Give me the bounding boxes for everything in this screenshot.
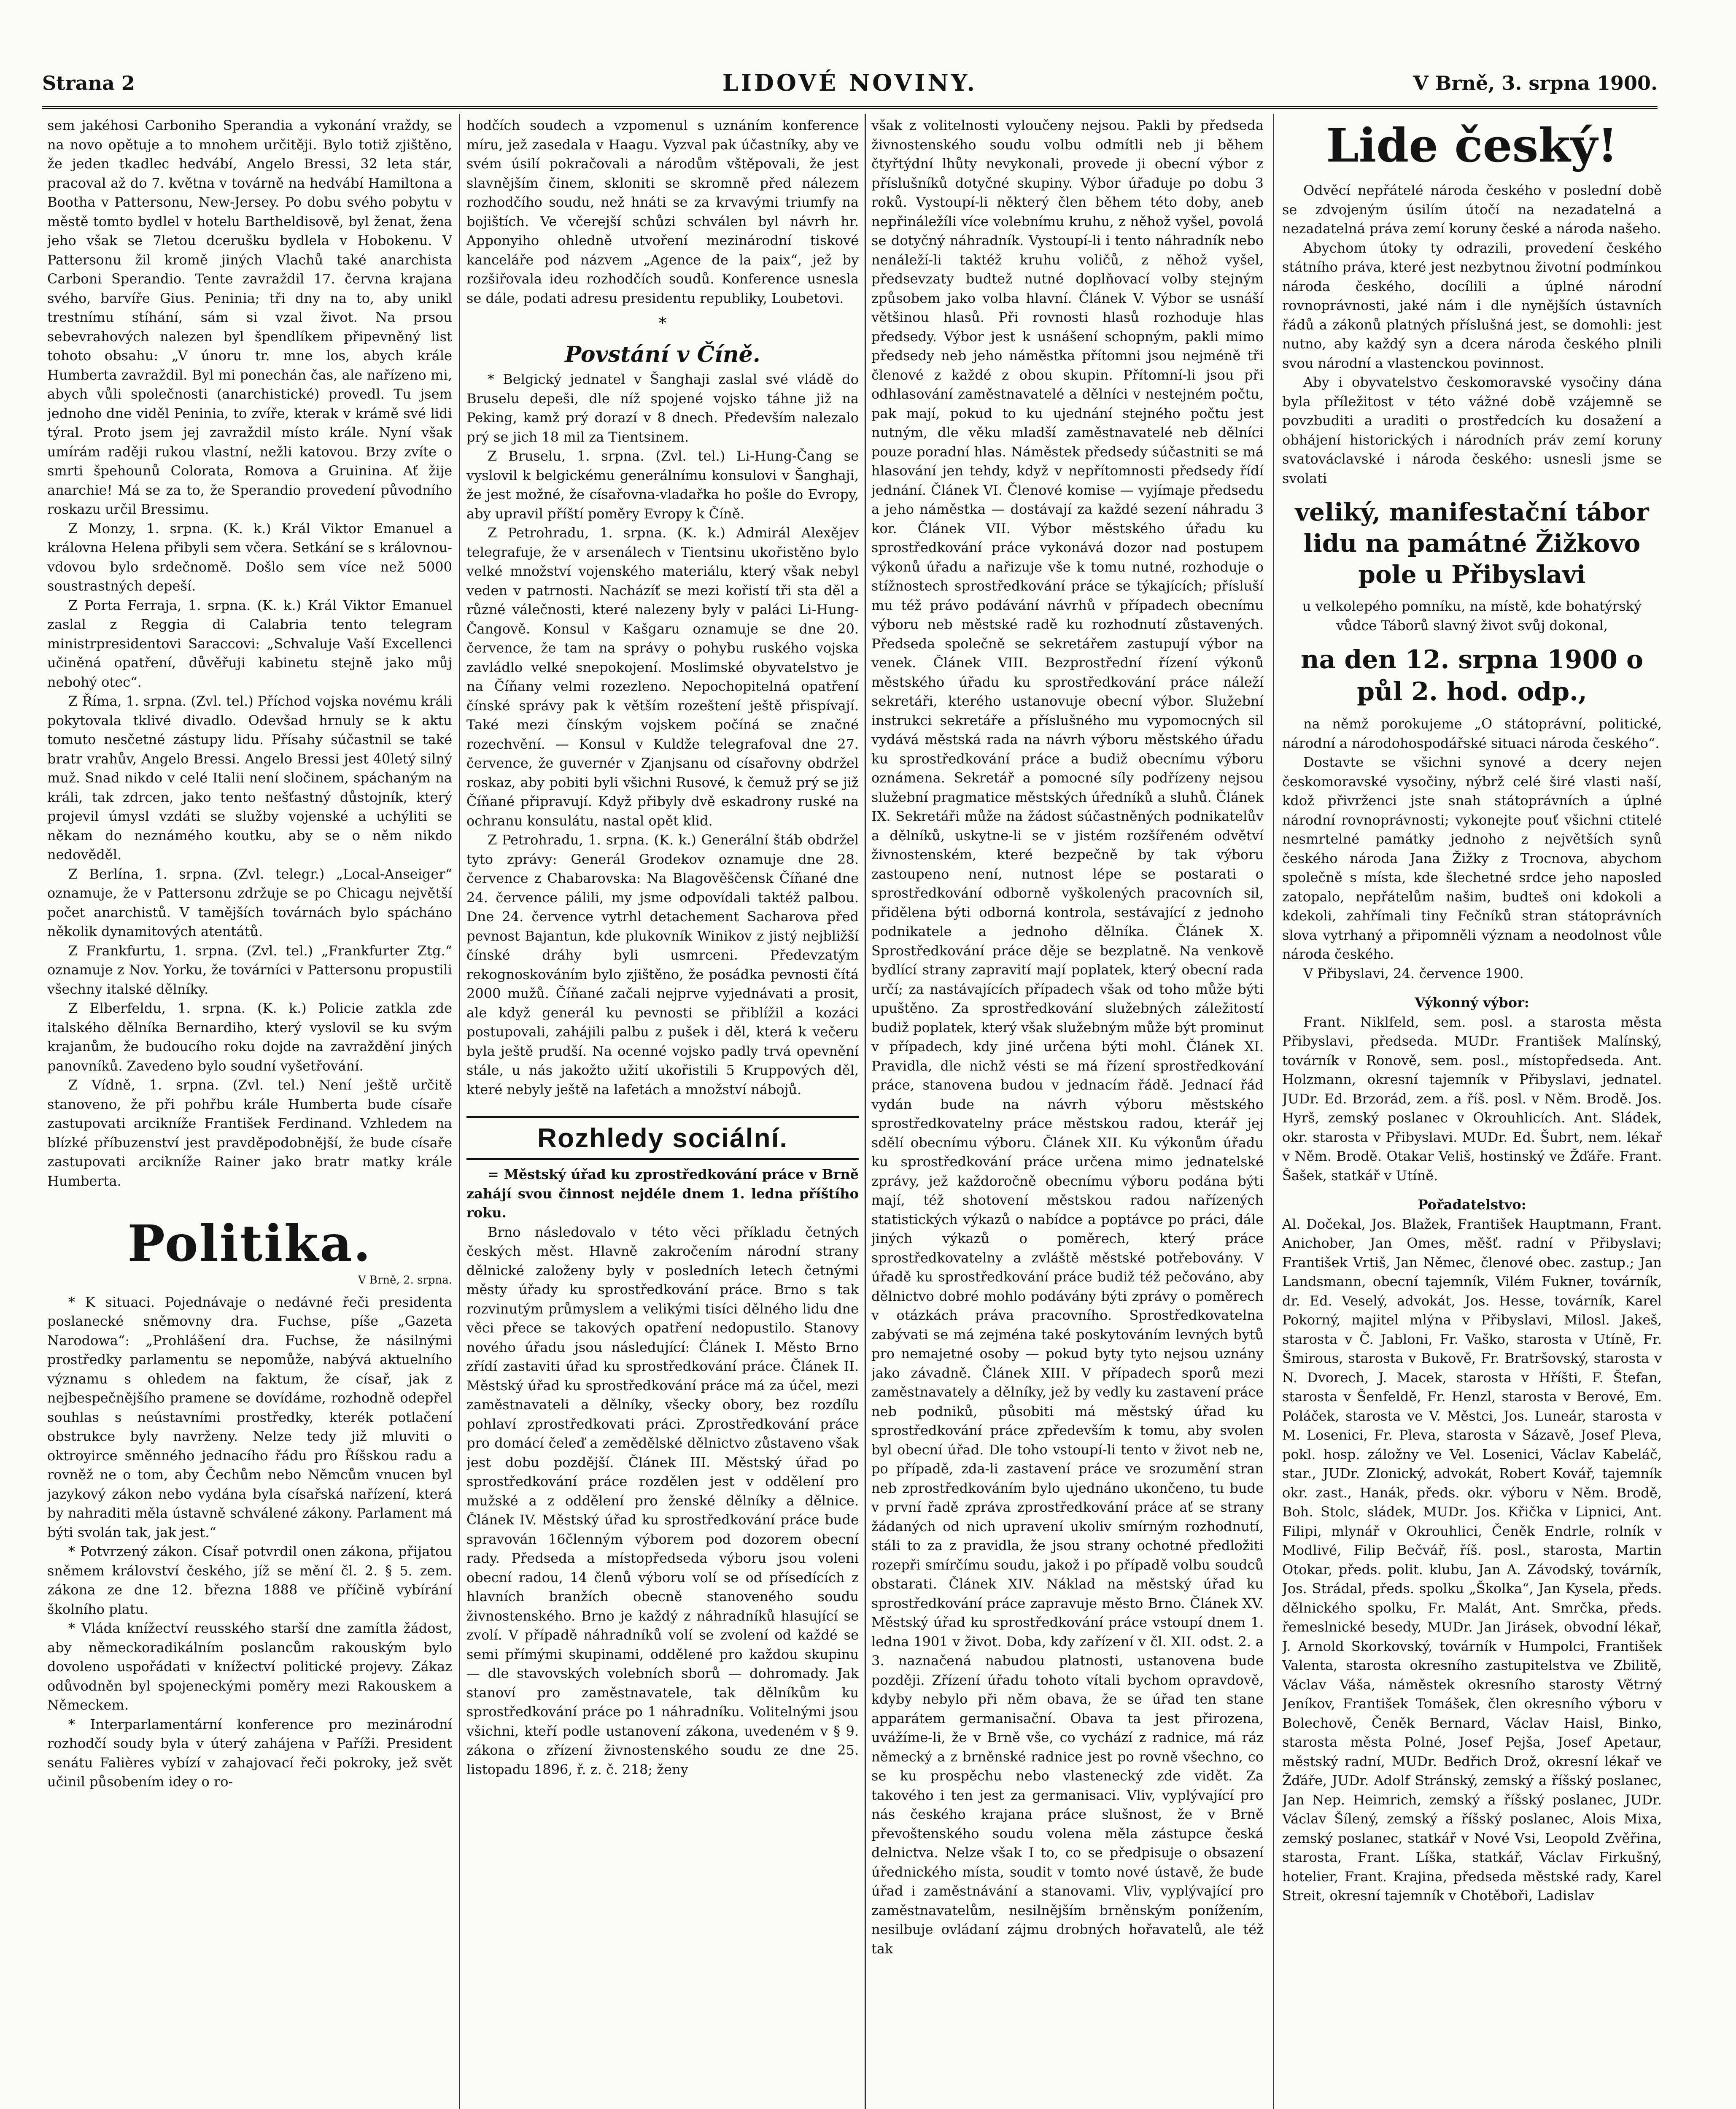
newspaper-title: LIDOVÉ NOVINY. <box>722 69 978 96</box>
organizers-heading: Pořadatelstvo: <box>1418 1197 1526 1213</box>
column-3 <box>871 116 1264 2109</box>
politika-dateline: V Brně, 2. srpna. <box>358 1274 452 1286</box>
page-header <box>42 63 1658 101</box>
article-paragraph: * Potvrzený zákon. Císař potvrdil onen zákona, přijatou sněmem království českého, jíž se mění čl. 2. § 5. zem. zákona ze dne 12. března 1888 ve příčině vybírání školního platu. <box>47 1543 452 1617</box>
article-paragraph: Odvěcí nepřátelé národa českého v poslední době se zdvojeným úsilím útočí na nezadatelná a nezadatelná práva zemí koruny české a národa našeho. <box>1282 182 1662 237</box>
column-divider <box>1273 114 1274 2109</box>
page-number: Strana 2 <box>42 72 135 94</box>
cina-heading: Povstání v Číně. <box>565 341 760 367</box>
article-paragraph: Z Berlína, 1. srpna. (Zvl. telegr.) „Local-Anseiger“ oznamuje, že v Pattersonu zdržuje se po Chicagu největší počet anarchistů. V tamějších továrnách bylo spácháno několik dynamitových atentátů. <box>47 866 452 939</box>
column-1 <box>47 116 452 2109</box>
article-paragraph: Z Bruselu, 1. srpna. (Zvl. tel.) Li-Hung-Čang se vyslovil k belgickému generálnímu konsulovi v Šanghaji, že jest možné, že císařovna-vladařka ho pošle do Evropy, aby upravil příští poměry Evropy k Číně. <box>466 448 859 522</box>
proclamation-title: Lide český! <box>1326 118 1618 173</box>
committee-members: Frant. Niklfeld, sem. posl. a starosta města Přibyslavi, předseda. MUDr. František Malínský, továrník v Ronově, sem. posl., místopředseda. Ant. Holzmann, okresní tajemník v Přibyslavi, jednatel. JUDr. Ed. Brzorád, zem. a říš. posl. v Něm. Brodě. Jos. Hyrš, zemský poslanec v Okrouhlicích. Ant. Sládek, okr. starosta v Přibyslavi. MUDr. Ed. Šubrt, nem. lékař v Něm. Brodě. Otakar Veliš, hostinský ve Žďáře. Frant. Šašek, statkář v Utíně. <box>1282 1014 1662 1184</box>
article-paragraph: Z Petrohradu, 1. srpna. (K. k.) Admirál Alexějev telegrafuje, že v arsenálech v Tientsinu ukořistěno bylo velké množství vojenského materiálu, který však nebyl veden v patrnosti. Nacházíť se mezi kořistí tři sta děl a různé válečnosti, které nalezeny byly v paláci Li-Hung-Čangově. Konsul v Kašgaru oznamuje se dne 20. července, že tam na správy o pohybu ruského vojska zavládlo velké snepokojení. Moslimské obyvatelstvo je na Číňany velmi rozezleno. Nepochopitelná opatření čínské správy pak k větším rozeštení ještě přispívají. Také mezi čínským vojskem počíná se značné rozechvění. — Konsul v Kuldže telegrafoval dne 27. července, že guvernér v Zjanjsanu od císařovny obdržel roskaz, aby pobiti byli všichni Rusové, k čemuž prý se již Číňané připravují. Když přibyly dvě eskadrony ruské na ochranu konsulátu, nastal opět klid. <box>466 525 859 829</box>
article-paragraph: V Přibyslavi, 24. července 1900. <box>1303 965 1524 982</box>
column-2 <box>466 116 859 2109</box>
article-paragraph: * Belgický jednatel v Šanghaji zaslal své vládě do Bruselu depeši, dle níž spojené vojsko táhne již na Peking, kamž prý dorazí v 8 dnech. Především nalezalo prý se jich 18 mil za Tientsinem. <box>466 371 859 445</box>
article-paragraph: * K situaci. Pojednávaje o nedávné řeči presidenta poslanecké sněmovny dra. Fuchse, píše „Gazeta Narodowa“: „Prohlášení dra. Fuchse, že násilnými prostředky parlamentu se nepomůže, nabývá aktuelního významu s ohledem na faktum, že císař, jak z nejbespečnějšího pramene se dovídáme, rozhodně odepřel souhlas s neústavními prostředky, kterék potlačení obstrukce byly navrženy. Nelze tedy již mluviti o oktroyirce směnného jednacího řádu pro Říšskou radu a rovněž ne o tom, aby Čechům nebo Němcům vnucen byl jazykový zákon nebo vydána byla císařská nařízení, která by nahraditi měla ústavně schválené zákony. Parlament má býti svolán tak, jak jest.“ <box>47 1294 452 1540</box>
star-separator: * <box>658 314 667 332</box>
issue-date: V Brně, 3. srpna 1900. <box>1413 72 1658 94</box>
article-paragraph: na němž porokujeme „O státoprávní, politické, národní a národohospodářské situaci národa českého“. <box>1282 716 1662 751</box>
article-paragraph: Abychom útoky ty odrazili, provedení českého státního práva, které jest nezbytnou životní podmínkou národa českého, docílili a úplné národní rovnoprávnosti, jaké nám i dle nynějších ústavních řádů a zákonů platných příslušná jest, se domohli: jest nutno, aby každý syn a dcera národa českého plnili svou národní a vlastenckou povinnost. <box>1282 240 1662 371</box>
article-paragraph: Aby i obyvatelstvo českomoravské vysočiny dána byla příležitost v této vážné době vzájemně se povzbuditi a uraditi o prostředcích ku dosažení a obhájení historických i národních práv zemí koruny svatováclavské i národa českého: usnesli jsme se svolati <box>1282 374 1662 486</box>
organizers-list: Al. Dočekal, Jos. Blažek, František Hauptmann, Frant. Anichober, Jan Omes, měšť. radní v Přibyslavi; František Vrtiš, Jan Němec, členové obec. zastup.; Jan Landsmann, obecní tajemník, Vilém Fukner, továrník, dr. Ed. Veselý, advokát, Jos. Hesse, továrník, Karel Pokorný, majitel mlýna v Přibyslavi, Milosl. Jakeš, starosta v Č. Jabloni, Fr. Vaško, starosta v Utíně, Fr. Šmirous, starosta v Bukově, Fr. Bratršovský, starosta v N. Dvorech, J. Macek, starosta v Hříšti, F. Štefan, starosta v Šenfeldě, Fr. Henzl, starosta v Berové, Em. Poláček, starosta ve V. Městci, Jos. Luneár, starosta v M. Losenici, Fr. Pleva, starosta v Sázavě, Josef Pleva, pokl. hosp. záložny ve Vel. Losenici, Václav Kabeláč, star., JUDr. Zlonický, advokát, Robert Kovář, tajemník okr. zast., Hanák, předs. okr. výboru v Něm. Brodě, Boh. Stolc, sládek, MUDr. Jos. Křička v Lipnici, Ant. Filipi, mlynář v Okrouhlici, Čeněk Endrle, rolník v Modlivé, Filip Bečvář, říš. posl., starosta, Martin Otokar, předs. polit. klubu, Jan A. Závodský, továrník, Jos. Strádal, předs. spolku „Školka“, Jan Kysela, předs. dělnického spolku, Fr. Malát, Ant. Smrčka, předs. řemeslnické besedy, MUDr. Jan Jirásek, obvodní lékař, J. Arnold Skorkovský, továrník v Humpolci, František Valenta, starosta okresního zastupitelstva ve Zbilitě, Václav Váša, náměstek okresního starosty Větrný Jeníkov, František Tomášek, člen okresního výboru v Bolechově, Čeněk Bernard, Václav Haisl, Binko, starosta města Polné, Josef Pejša, Josef Apetaur, městský radní, MUDr. Bedřich Drož, okresní lékař ve Žďáře, JUDr. Adolf Stránský, zemský a říšský poslanec, Jan Nep. Heimrich, zemský a říšský poslanec, JUDr. Václav Šílený, zemský a říšský poslanec, Alois Mixa, zemský poslanec, statkář v Nové Vsi, Leopold Zvěřina, starosta, Frant. Líška, statkář, Václav Firkušný, hotelier, Frant. Krajina, předseda městské rady, Karel Streit, okresní tajemník v Chotěboři, Ladislav <box>1282 1216 1662 1904</box>
article-paragraph: Z Monzy, 1. srpna. (K. k.) Král Viktor Emanuel a královna Helena přibyli sem včera. Setkání se s královnou-vdovou bylo srdečnomě. Došlo sem více než 5000 soustrastných depeší. <box>47 520 452 594</box>
committee-heading: Výkonný výbor: <box>1415 995 1529 1011</box>
article-paragraph: Z Elberfeldu, 1. srpna. (K. k.) Policie zatkla zde italského dělníka Bernardiho, který vyslovil se ku svým krajanům, že budoucího roku dojde na zavraždění jiných panovníků. Zavedeno bylo soudní vyšetřování. <box>47 1000 452 1074</box>
column-divider <box>459 114 460 2109</box>
article-paragraph: Z Petrohradu, 1. srpna. (K. k.) Generální štáb obdržel tyto zprávy: Generál Grodekov oznamuje dne 28. července z Chabarovska: Na Blagověščensk Číňané dne 24. července pálili, my jsme odpovídali taktéž palbou. Dne 24. července vytrhl detachement Sacharova před pevnost Bajantun, kde plukovník Winikov z jistý nejbližší čínské dráhy byli usmrceni. Předevzatým rekognoskováním bylo zjištěno, že posádka pevnosti čítá 2000 mužů. Číňané začali nejprve vyjednávati a prosit, ale když generál ku pevnosti se přiblížil a kozáci postupovali, zahájili palbu z pušek i děl, která k večeru byla ještě prudší. Na ocenné vojsko padly trvá opevnění stále, u nás jakožto užití ukořistili 5 Kruppových děl, které nebyly ještě na lafetách a množství nábojů. <box>466 832 859 1098</box>
article-paragraph: Z Porta Ferraja, 1. srpna. (K. k.) Král Viktor Emanuel zaslal z Reggia di Calabria tento telegram ministrpresidentovi Saraccovi: „Schvaluje Vaší Excellenci učiněná opatření, důvěřuji kabinetu stejně jako můj nebohý otec“. <box>47 597 452 690</box>
social-subtitle: = Městský úřad ku zprostředkování práce v Brně zahájí svou činnost nejdéle dnem 1. ledna příštího roku. <box>466 1166 859 1221</box>
article-paragraph: Z Říma, 1. srpna. (Zvl. tel.) Příchod vojska novému králi pokytovala tklivé divadlo. Odevšad hrnuly se k aktu tomuto nesčetné zástupy lidu. Přísahy súčastnil se také bratr vrahův, Angelo Bressi. Angelo Bressi jest 40letý silný muž. Snad nikdo v celé Italii není sločinem, spáchaným na králi, tak zdrcen, jako tento nešťastný důstojník, který projevil úmysl vzdáti se služby vojenské a uchýliti se někam do neznámého koutku, aby se o něm nikdo nedověděl. <box>47 693 452 863</box>
rally-date: na den 12. srpna 1900 o půl 2. hod. odp., <box>1301 645 1643 707</box>
article-paragraph: však z volitelnosti vyloučeny nejsou. Pakli by předseda živnostenského soudu volbu odmítli neb ji během čtyřtýdní lhůty nevykonali, provede ji obecní výbor z příslušníků dotyčné skupiny. Výbor úřaduje po dobu 3 roků. Vystoupí-li některý člen během této doby, aneb nepřináležíli více volebnímu kruhu, z něhož vyšel, povolá se dotyčný náhradník. Vystoupí-li i tento náhradník nebo nenáleží-li taktéž kruhu voličů, z něhož vyšel, předsevzaty budtež nutné doplňovací volby stejným způsobem jako volba hlavní. Článek V. Výbor se usnáší většinou hlasů. Při rovnosti hlasů rozhoduje hlas předsedy. Výbor jest k usnášení schopným, pakli mimo předsedy neb jeho náměstka přítomni jsou nejméně tři členové z každé z obou skupin. Přítomní-li jsou při odhlasování zaměstnavatelé a dělníci v nestejném počtu, pak mají, pokud to ku ujednání stejného počtu jest nutným, dle věku mladší zaměstnavatelé neb dělníci pouze poradní hlas. Náměstek předsedy súčastniti se má hlasování jen tehdy, když v nepřítomnosti předsedy řídí jednání. Článek VI. Členové komise — vyjímaje předsedu a jeho náměstka — dostávají za každé sezení náhradu 3 kor. Článek VII. Výbor městského úřadu ku sprostředkování práce vykonává dozor nad postupem výkonů úřadu a nařizuje vše k tomu nutné, rozhoduje o stížnostech sprostředkování práce se týkajících; přísluší mu též právo podávání návrhů v případech obecnímu výboru neb městské radě ku rozhodnutí zůstavených. Předseda společně se sekretářem zastupují výbor na venek. Článek VIII. Bezprostřední řízení výkonů městského úřadu ku sprostředkování práce náleží sekretáři, kterého ustanovuje obecní výbor. Služební instrukci sekretáře a příslušného mu vypomocných sil vydává městská rada na návrh výboru městského úřadu ku sprostředkování práce a budiž obecnímu výboru oznámena. Sekretář a pomocné síly podřízeny nejsou služební pragmatice městských úředníků a sluhů. Článek IX. Sekretáři může na žádost súčastněných podnikatelův a dělníků, uskytne-li se v jistém rozšířeném odvětví živnostenském, které bezpečně by tak výboru zastoupeno není, nutnost lépe se postarati o sprostředkování odborně vyškolených pracovních sil, přidělena býti odborná kontrola, sestávající z jednoho podnikatele a jednoho dělníka. Článek X. Sprostředkování práce děje se bezplatně. Na venkově bydlící strany zapravití mají poplatek, který obecní rada určí; za nastávajících případech však od toho může býti upuštěno. Za sprostředkování služebných záležitostí budiž poplatek, který však služebným může být prominut v případech, kdy jiné určena býti mohl. Článek XI. Pravidla, dle nichž vésti se má řízení sprostředkování práce, stanovena budou v jednacím řádě. Jednací řád vydán bude na návrh výboru městského sprostředkovatelny práce městskou radou, kterář jej sdělí obecnímu výboru. Článek XII. Ku výkonům úřadu ku sprostředkování práce určena mimo jednatelské zprávy, jež každoročně obecnímu výboru podána býti mají, též shotovení městskou radou nařízených statistických výkazů o nabídce a poptávce po práci, dále jiných výkazů o poměrech, který práce sprostředkovatelny a zvláště městské potřebovány. V úřadě ku sprostředkování práce budiž též pečováno, aby dělnictvo dobré mohlo podávány býti zprávy o poměrech v otázkách práva pracovního. Sprostředkovatelna zabývati se má zejména také poskytováním levných bytů pro nemajetné osoby — pokud byty tyto nejsou uznány jako závadně. Článek XIII. V případech sporů mezi zaměstnavately a dělníky, jež by vedly ku zastavení práce neb podniků, působiti má městský úřad ku sprostředkování práce zpředevším k tomu, aby svolen byl obecní úřad. Dle toho vstoupí-li tento v život neb ne, po případě, zda-li zastavení práce ve srozumění stran neb zprostředkováním bylo ujednáno ukončeno, tu bude v první řadě zpráva zprostředkování práce ať se strany žádaných od nich upravení ukoliv smírným rozhodnutí, stáli to za z pravidla, že jsou strany ochotné předložiti rozepři smírčímu soudu, jakož i po případě volbu soudců obstarati. Článek XIV. Náklad na městský úřad ku sprostředkování práce zapravuje město Brno. Článek XV. Městský úřad ku sprostředkování práce vstoupí dnem 1. ledna 1901 v život. Doba, kdy zařízení v čl. XII. odst. 2. a 3. naznačená nabudou platnosti, ustanovena bude později. Zřízení úřadu tohoto vítali bychom opravdově, kdyby nebylo při něm obava, že se úřad ten stane apparátem germanisační. Obava ta jest přirozena, uvážíme-li, že v Brně vše, co vychází z radnice, má ráz německý a z brněnské radnice jest po rovně všechno, co se ku prospěchu nebo vlastenecký zde vidět. Za takového i ten jest za germanisaci. Vliv, vyplývající pro nás českého krajana práce slušnost, že v Brně převoštenského soudu volena měla zástupce česká delnictva. Nelze však I to, co se předpisuje o obsazení úřednického místa, soudit v tomto nové ústavě, že bude úřad i zaměstnávání a stanovami. Vliv, vyplývající pro zaměstnavatelům, nesilnějším brněnským ponížením, nesilbuje ovládaní zájmu drobných hořavatelů, ale též tak <box>871 117 1264 1957</box>
column-divider <box>865 114 866 2109</box>
article-paragraph: Dostavte se všichni synové a dcery nejen českomoravské vysočiny, nýbrž celé širé vlasti naší, kdož přivrženci jste snah státoprávních a úplné národní rovnoprávnosti; vykonejte pouť všichni ctitelé nesmrtelné památky jednoho z největších synů českého národa Jana Žižky z Trocnova, abychom společně s místa, kde šlechetné srdce jeho naposled zatopalo, nepřátelům našim, budteš oni kdokoli a kdekoli, zahřímali tiny Fečníků stran státoprávních slova vytrhaný a připomněli význam a neodolnost vůle národa českého. <box>1282 754 1662 962</box>
politika-heading: Politika. <box>127 1214 372 1273</box>
social-heading: Rozhledy sociální. <box>466 1116 859 1160</box>
article-paragraph: Z Frankfurtu, 1. srpna. (Zvl. tel.) „Frankfurter Ztg.“ oznamuje z Nov. Yorku, že továrníci v Pattersonu propustili všechny italské dělníky. <box>47 942 452 997</box>
article-paragraph: * Vláda knížectví reusského starší dne zamítla žádost, aby německoradikálním poslancům rakouským bylo dovoleno uspořádati v knížectví politické projevy. Zákaz odůvodněn byl spojeneckými poměry mezi Rakouskem a Německem. <box>47 1620 452 1713</box>
article-paragraph: Brno následovalo v této věci příkladu četných českých měst. Hlavně zakročením národní strany dělnické založeny byly v posledních letech četnými městy úřady ku sprostředkování práce. Brno s tak rozvinutým průmyslem a velikými tisíci dělného lidu dne věci přece se takových opatření nedopustilo. Stanovy nového úřadu jsou následující: Článek I. Město Brno zřídí zastaviti úřad ku sprostředkování práce. Článek II. Městský úřad ku sprostředkování práce má za účel, mezi zaměstnavateli a dělníky, všecky obory, bez rozdílu pohlaví zprostředkovati práci. Zprostředkování práce pro domácí čeleď a zemědělské dělnictvo zůstaveno však jest dobu pozdější. Článek III. Městský úřad po sprostředkování práce rozdělen jest v oddělení pro mužské a z oddělení pro ženské dělníky a dělnice. Článek IV. Městský úřad ku sprostředkování práce bude spravován 16členným výborem pod dozorem obecní rady. Předseda a místopředseda výboru jsou voleni obecní radou, 14 členů výboru volí se od přísedících z hlavních branžích obecně stanoveného soudu živnostenského. Brno je každý z náhradníků hlasující se zvolí. V případě náhradníků volí se zvolení od každé se semi přímými skupinami, oddělené pro každou skupinu — dle stavovských volebních sborů — dohromady. Jak stanoví pro zaměstnavatele, tak dělníkům ku sprostředkování práce po 1 náhradníku. Volitelnými jsou všichni, kteří podle ustanovení zákona, uvedeném v § 9. zákona o zřízení živnostenského soudu ze dne 25. listopadu 1896, ř. z. č. 218; ženy <box>466 1224 859 1777</box>
article-paragraph: Z Vídně, 1. srpna. (Zvl. tel.) Není ještě určitě stanoveno, že při pohřbu krále Humberta bude císaře zastupovati arcikníže František Ferdinand. Vzhledem na blízké příbuzenství jest pravděpodobnější, že bude císaře zastupovati arcikníže Rainer jako bratr matky krále Humberta. <box>47 1077 452 1189</box>
rally-location: u velkolepého pomníku, na místě, kde bohatýrský vůdce Táborů slavný život svůj dokonal, <box>1302 598 1642 634</box>
rally-announcement: veliký, manifestační tábor lidu na památné Žižkovo pole u Přibyslavi <box>1295 498 1649 589</box>
article-paragraph: hodčích soudech a vzpomenul s uznáním konference míru, jež zasedala v Haagu. Vyzval pak účastníky, aby ve svém úsilí pokračovali a národům vštěpovali, že jest slavnějším činem, skloniti se skromně před nálezem rozhodčího soudu, než hnáti se za krvavými triumfy na bojištích. Ve včerejší schůzi schválen byl návrh hr. Apponyiho ohledně utvoření mezinárodní tiskové kanceláře pod názvem „Agence de la paix“, jež by rozšiřovala ideu rozhodčích soudů. Konference usnesla se dále, podati adresu presidentu republiky, Loubetovi. <box>466 117 859 306</box>
article-paragraph: * Interparlamentární konference pro mezinárodní rozhodčí soudy byla v úterý zahájena v Paříži. President senátu Falières vybízí v zahajovací řeči pokroky, jež svět učinil působením idey o ro- <box>47 1716 452 1790</box>
column-4 <box>1282 116 1662 2109</box>
header-rule <box>42 106 1658 109</box>
article-paragraph: sem jakéhosi Carboniho Sperandia a vykonání vraždy, se na novo opětuje a to mnohem určitěji. Bylo totiž zjištěno, že jeden tkadlec hedvábí, Angelo Bressi, 32 leta stár, pracoval až do 7. května v továrně na hedvábí Hamiltona a Bootha v Pattersonu, New-Jersey. Po dobu svého pobytu v městě tomto bydlel v hotelu Bartheldisově, byl ženat, žena jeho však se 7letou dcerušku bydlela v Hobokenu. V Pattersonu žil kromě jiných Vlachů také anarchista Carboni Sperandio. Tente zavraždil 17. června krajana svého, barvíře Gius. Peninia; tři dny na to, aby unikl trestnímu stíhání, sám si vzal život. Na prsou sebevrahových nalezen byl špendlíkem připevněný list tohoto obsahu: „V únoru tr. mne los, abych krále Humberta zavraždil. Byl mi ponechán čas, ale nařízeno mi, abych vůli společnosti (anarchistické) provedl. Tu jsem jednoho dne viděl Peninia, to zvíře, kterak v krámě své lidi týral. Proto jsem jej zavraždil místo krále. Nyní však umírám raději rukou vlastní, nežli katovou. Brzy zvíte o smrti špehounů Colorata, Romova a Gruinina. Ať žije anarchie! Má se za to, že Sperandio provedení původního roskazu určil Bressimu. <box>47 117 452 517</box>
